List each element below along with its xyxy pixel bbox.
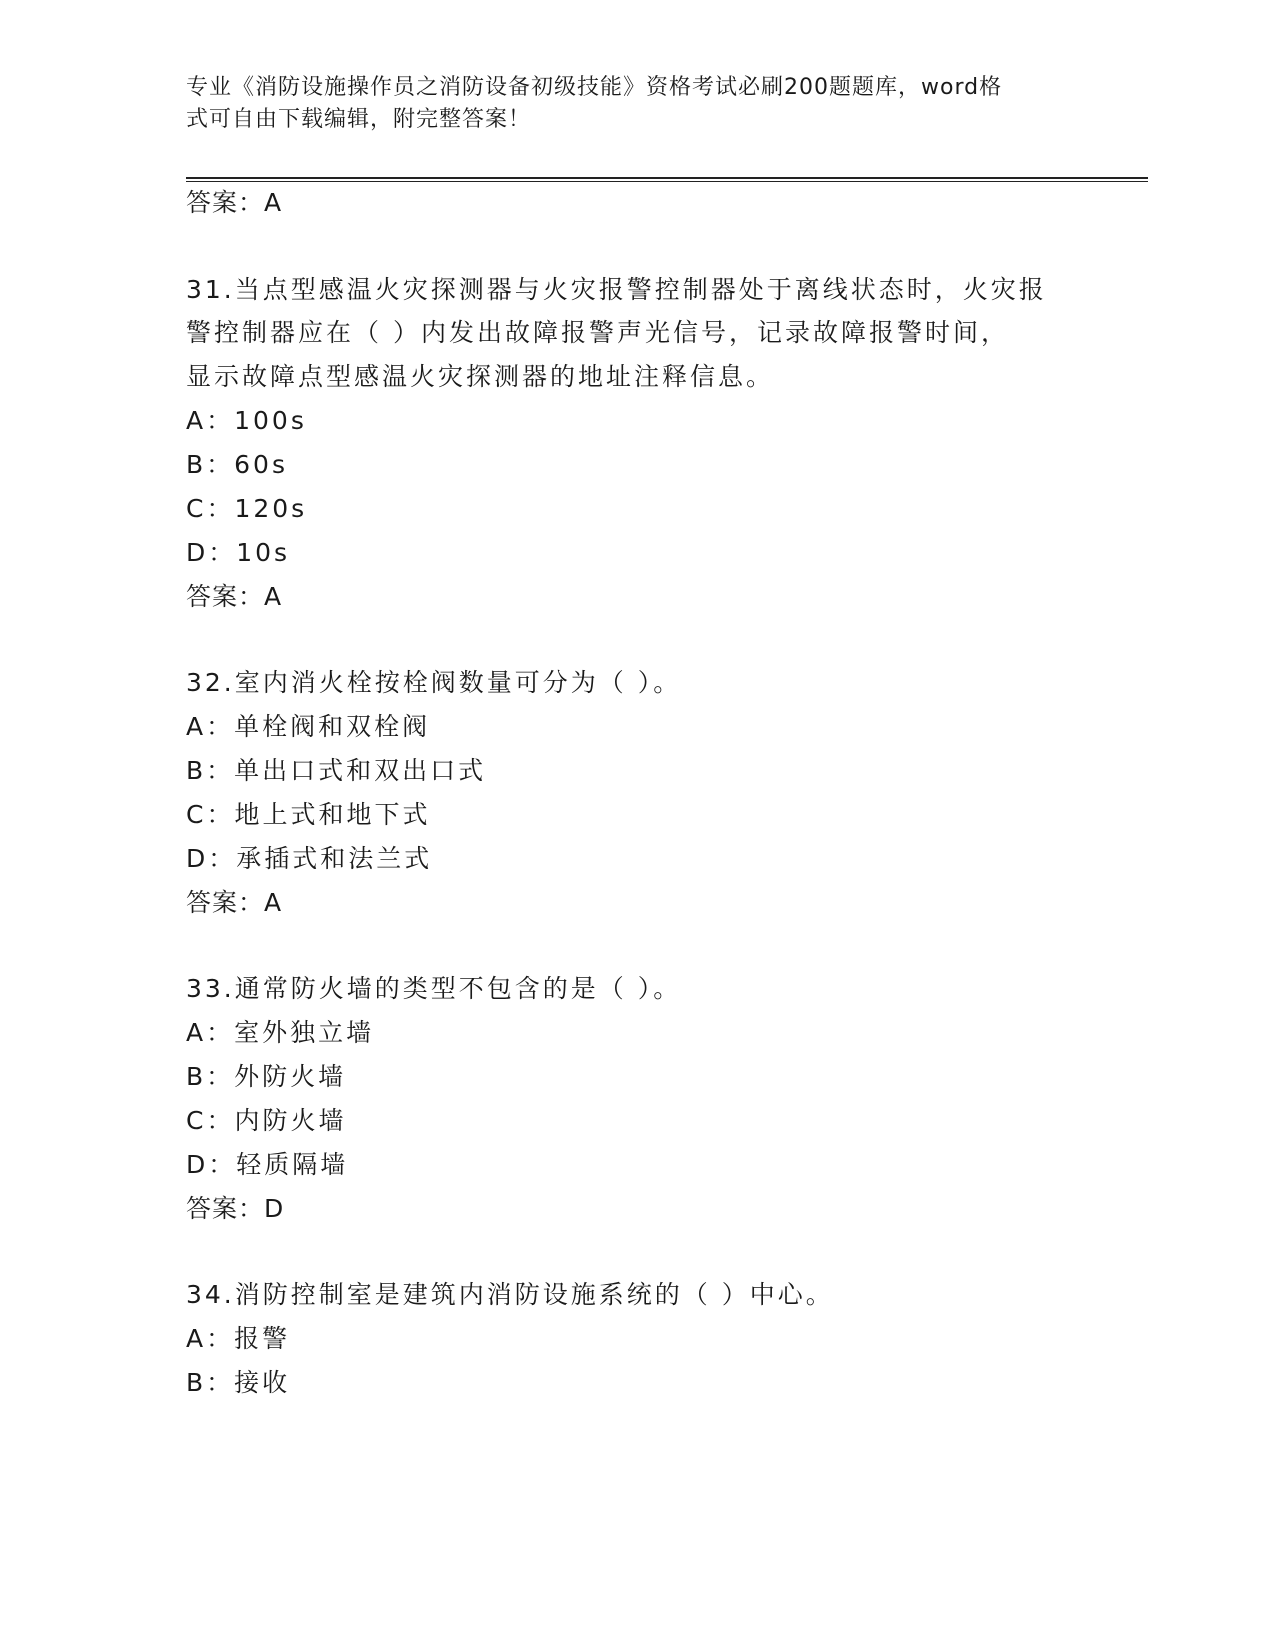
question-32-option-c: C：地上式和地下式 bbox=[186, 800, 431, 829]
question-33-option-c: C：内防火墙 bbox=[186, 1106, 347, 1135]
question-31-stem-line-1: 31.当点型感温火灾探测器与火灾报警控制器处于离线状态时，火灾报 bbox=[186, 275, 1047, 304]
question-33-option-b: B：外防火墙 bbox=[186, 1062, 347, 1091]
header-divider bbox=[186, 177, 1148, 182]
question-32-option-a: A：单栓阀和双栓阀 bbox=[186, 712, 431, 741]
question-31-option-c: C：120s bbox=[186, 494, 308, 523]
question-32-answer: 答案：A bbox=[186, 888, 283, 917]
question-31-answer: 答案：A bbox=[186, 582, 283, 611]
question-31-option-a: A：100s bbox=[186, 406, 307, 435]
question-33-option-d: D：轻质隔墙 bbox=[186, 1150, 349, 1179]
question-31-option-d: D：10s bbox=[186, 538, 291, 567]
question-31-stem-line-2: 警控制器应在（ ）内发出故障报警声光信号，记录故障报警时间， bbox=[186, 318, 1009, 347]
header-line-2: 式可自由下载编辑，附完整答案！ bbox=[186, 107, 532, 132]
question-34-stem: 34.消防控制室是建筑内消防设施系统的（ ）中心。 bbox=[186, 1280, 834, 1309]
question-32-option-d: D：承插式和法兰式 bbox=[186, 844, 433, 873]
question-32-option-b: B：单出口式和双出口式 bbox=[186, 756, 487, 785]
question-34-option-a: A：报警 bbox=[186, 1324, 291, 1353]
question-31-option-b: B：60s bbox=[186, 450, 288, 479]
document-header bbox=[186, 72, 1066, 136]
question-31-stem-line-3: 显示故障点型感温火灾探测器的地址注释信息。 bbox=[186, 362, 775, 391]
question-33-answer: 答案：D bbox=[186, 1194, 285, 1223]
question-32-stem: 32.室内消火栓按栓阀数量可分为（ ）。 bbox=[186, 668, 682, 697]
question-33-stem: 33.通常防火墙的类型不包含的是（ ）。 bbox=[186, 974, 682, 1003]
header-line-1: 专业《消防设施操作员之消防设备初级技能》资格考试必刷200题题库，word格 bbox=[186, 75, 1003, 100]
answer-line: 答案：A bbox=[186, 188, 283, 217]
question-33-option-a: A：室外独立墙 bbox=[186, 1018, 375, 1047]
question-34-option-b: B：接收 bbox=[186, 1368, 291, 1397]
